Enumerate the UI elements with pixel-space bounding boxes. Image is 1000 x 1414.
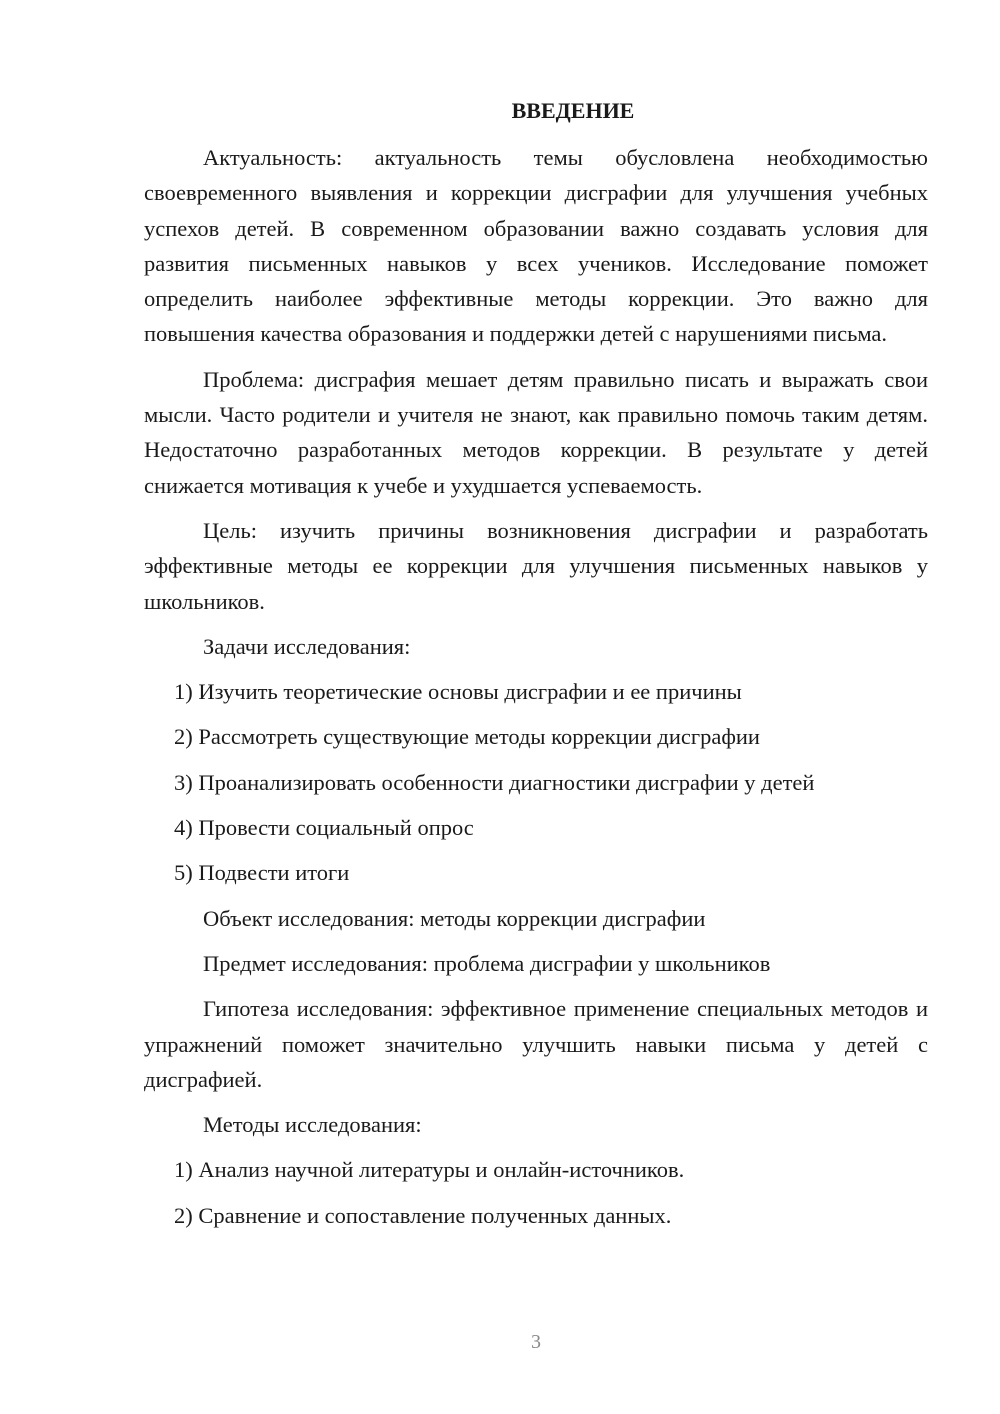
- task-item: 4) Провести социальный опрос: [174, 815, 474, 841]
- page-number: 3: [531, 1331, 541, 1353]
- task-item: 5) Подвести итоги: [174, 860, 350, 886]
- relevance-paragraph: Актуальность: актуальность темы обусловлена необходимостью своевременного выявления и коррекции дисграфии для улучшения учебных успехов детей. В современном образовании важно создавать условия для развития письменных навыков у всех учеников. Исследование поможет определить наиболее эффективные методы коррекции. Это важно для повышения качества образования и поддержки детей с нарушениями письма.: [144, 145, 928, 347]
- task-item: 3) Проанализировать особенности диагностики дисграфии у детей: [174, 769, 815, 795]
- method-item: 1) Анализ научной литературы и онлайн-источников.: [174, 1157, 685, 1183]
- subject-paragraph: Предмет исследования: проблема дисграфии у школьников: [203, 950, 771, 976]
- section-title: ВВЕДЕНИЕ: [511, 98, 635, 123]
- hypothesis-paragraph: Гипотеза исследования: эффективное применение специальных методов и упражнений поможет значительно улучшить навыки письма у детей с дисграфией.: [144, 996, 928, 1092]
- tasks-heading: Задачи исследования:: [203, 633, 411, 659]
- tasks-list: [144, 674, 928, 890]
- method-item: 2) Сравнение и сопоставление полученных данных.: [174, 1202, 672, 1228]
- task-item: 1) Изучить теоретические основы дисграфии и ее причины: [174, 679, 742, 705]
- page-content: [144, 95, 928, 1243]
- task-item: 2) Рассмотреть существующие методы коррекции дисграфии: [174, 724, 760, 750]
- methods-list: [144, 1152, 928, 1233]
- goal-paragraph: Цель: изучить причины возникновения дисграфии и разработать эффективные методы ее коррекции для улучшения письменных навыков у школьников.: [144, 517, 928, 614]
- methods-heading: Методы исследования:: [203, 1112, 422, 1138]
- problem-paragraph: Проблема: дисграфия мешает детям правильно писать и выражать свои мысли. Часто родители и учителя не знают, как правильно помочь таким детям. Недостаточно разработанных методов коррекции. В результате у детей снижается мотивация к учебе и ухудшается успеваемость.: [144, 366, 928, 498]
- object-paragraph: Объект исследования: методы коррекции дисграфии: [203, 905, 706, 931]
